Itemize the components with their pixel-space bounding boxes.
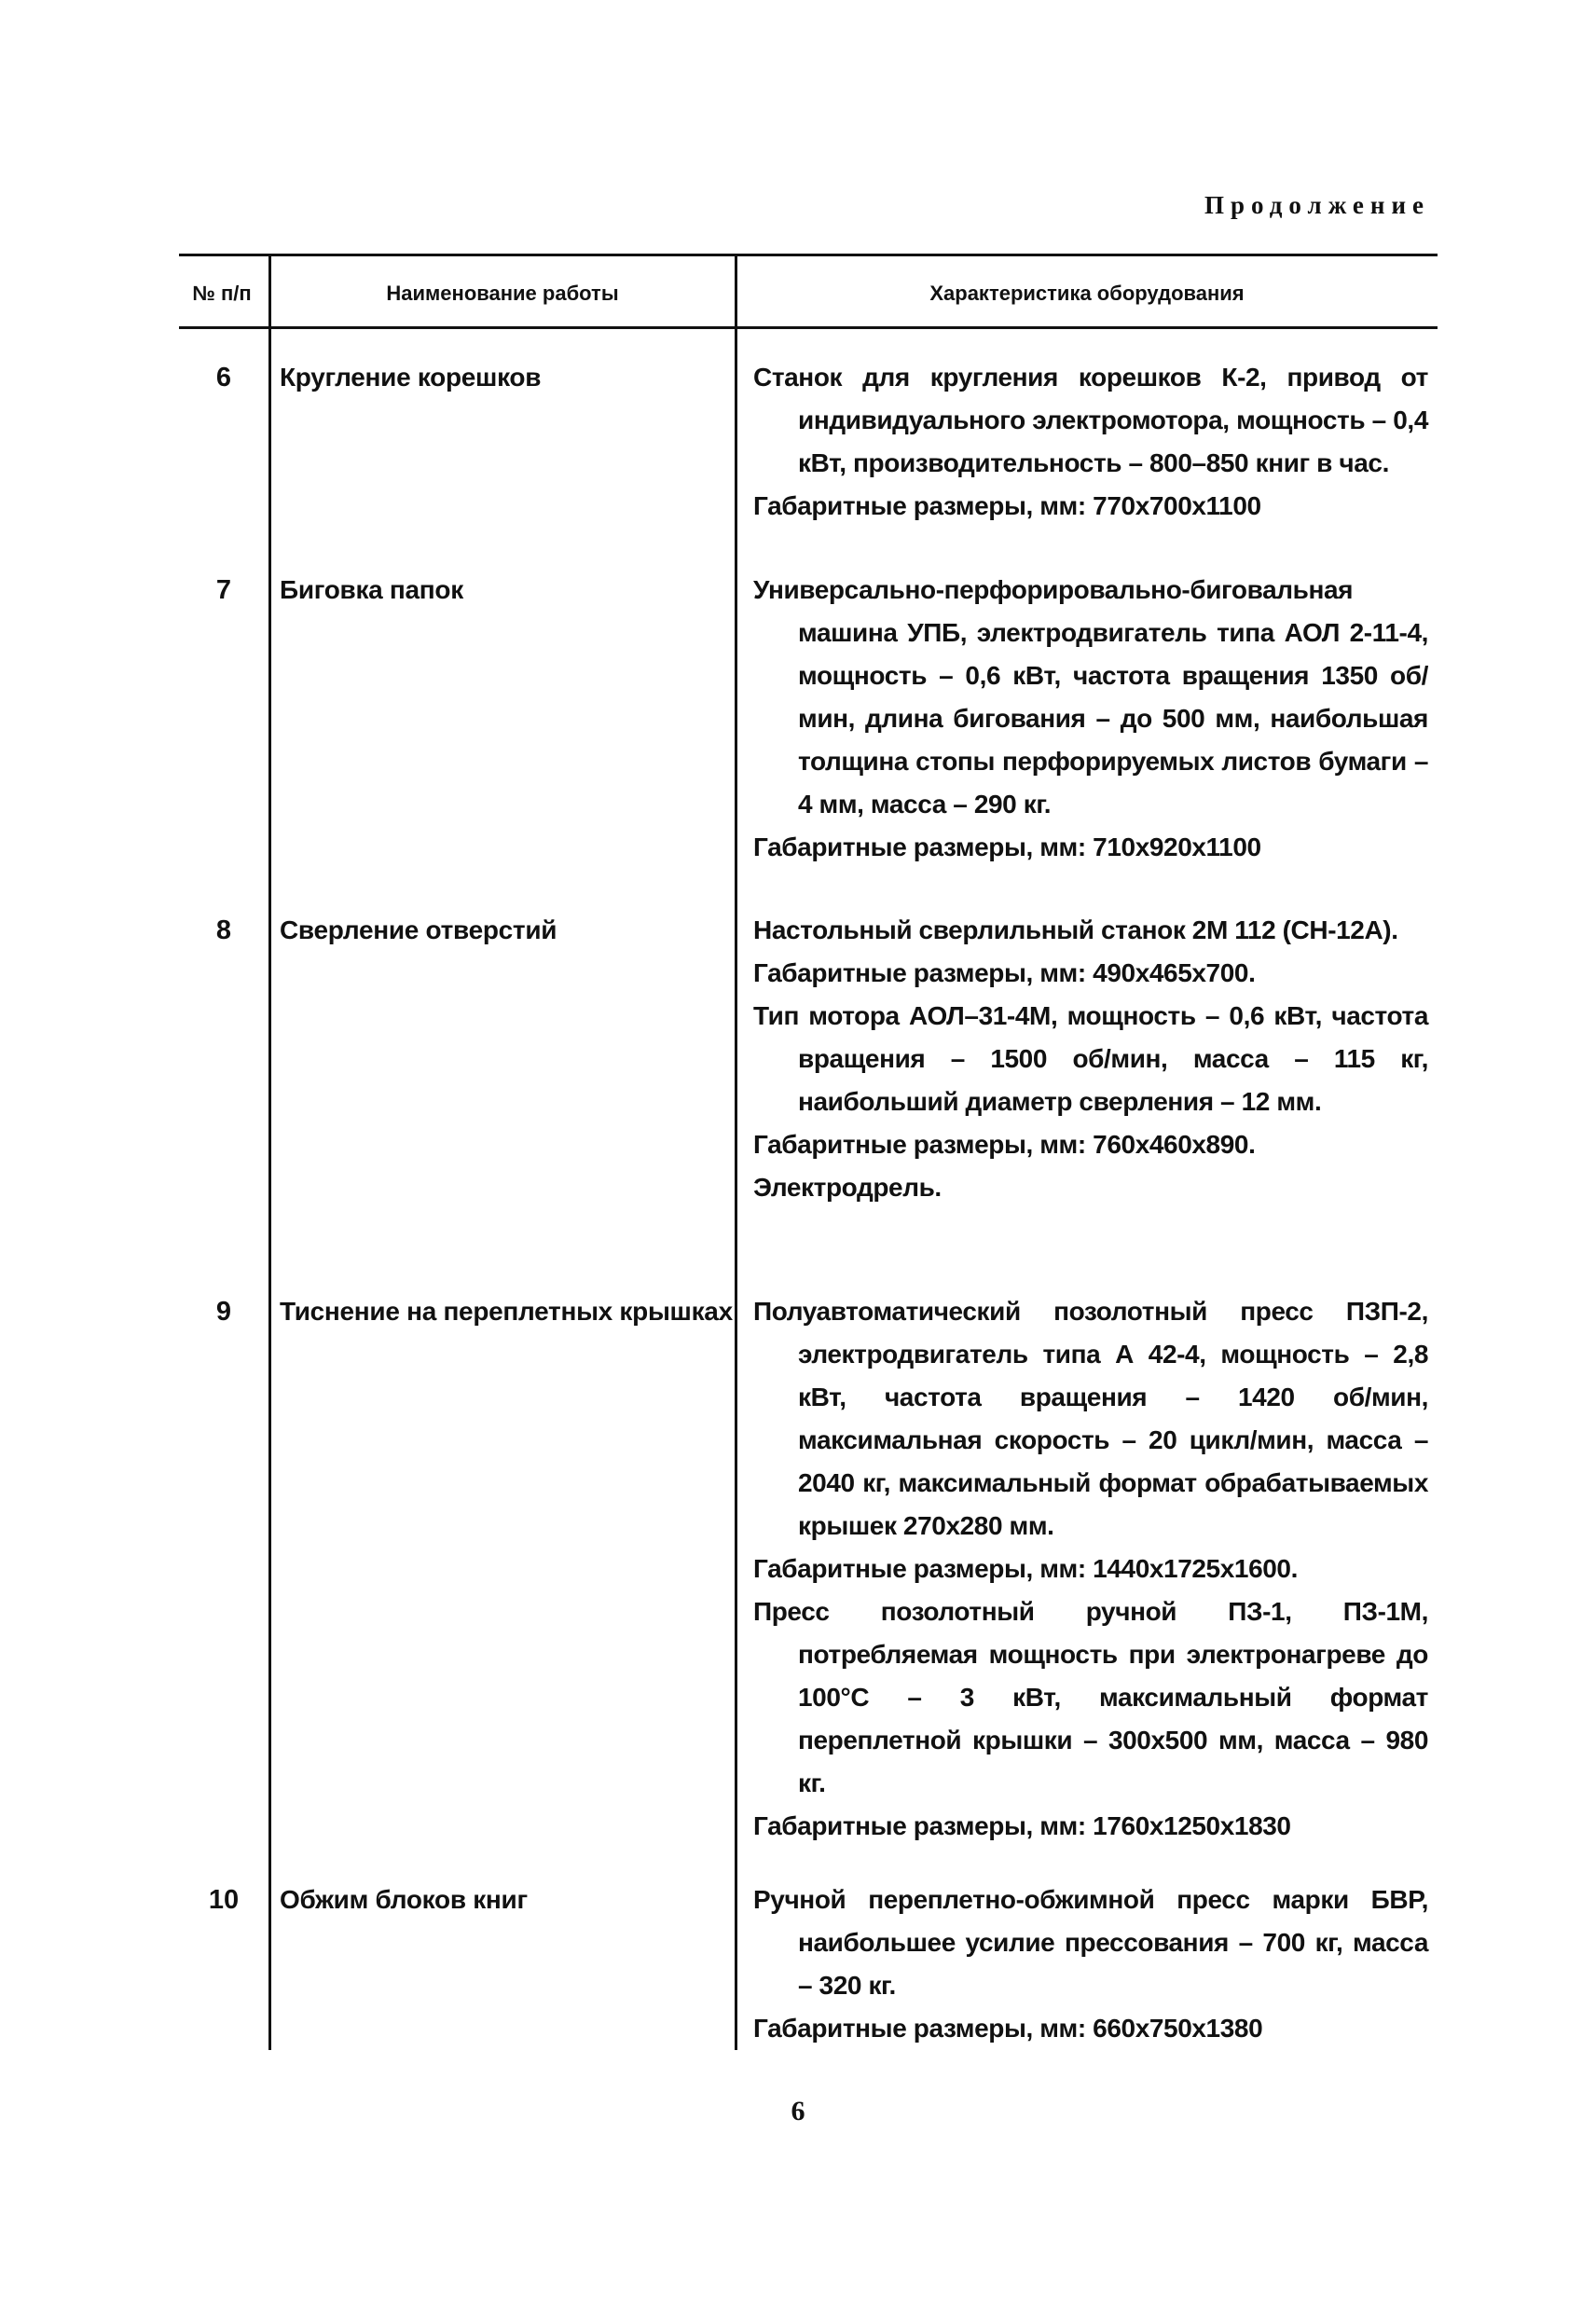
desc-paragraph: Полуавтоматический позолотный пресс ПЗП-2, электродвигатель типа А 42-4, мощность – 2,8 кВт, частота вращения – 1420 об/мин, максимальная скорость – 20 цикл/мин, масса – 2040 кг, максимальный формат обрабатываемых крышек 270x280 мм. xyxy=(753,1297,1428,1540)
equipment-description xyxy=(753,356,1428,528)
page-number: 6 xyxy=(791,2096,805,2126)
desc-paragraph: Тип мотора АОЛ–31-4М, мощность – 0,6 кВт, частота вращения – 1500 об/мин, масса – 115 кг, наибольший диаметр сверления – 12 мм. xyxy=(753,1001,1428,1116)
desc-paragraph: Габаритные размеры, мм: 1440x1725x1600. xyxy=(753,1554,1298,1583)
equipment-description xyxy=(753,1878,1428,2050)
row-number: 10 xyxy=(208,1885,240,1915)
desc-paragraph: Габаритные размеры, мм: 760x460x890. xyxy=(753,1130,1256,1159)
column-divider xyxy=(735,255,737,2050)
work-name: Кругление корешков xyxy=(280,363,542,392)
equipment-description xyxy=(753,909,1428,1209)
desc-paragraph: Настольный сверлильный станок 2М 112 (СН-12А). xyxy=(753,915,1398,944)
desc-paragraph: Станок для кругления корешков К-2, привод от индивидуального электромотора, мощность – 0,4 кВт, производительность – 800–850 книг в час. xyxy=(753,363,1428,477)
column-divider xyxy=(268,255,271,2050)
row-number: 9 xyxy=(215,1297,232,1327)
desc-paragraph: Габаритные размеры, мм: 710x920x1100 xyxy=(753,833,1261,861)
desc-paragraph: Пресс позолотный ручной ПЗ-1, ПЗ-1М, потребляемая мощность при электронагреве до 100°С – 3 кВт, максимальный формат переплетной крышки – 300x500 мм, масса – 980 кг. xyxy=(753,1597,1428,1797)
desc-paragraph: Габаритные размеры, мм: 490x465x700. xyxy=(753,958,1256,987)
header-bottom-rule xyxy=(179,326,1438,329)
desc-paragraph: Габаритные размеры, мм: 770x700x1100 xyxy=(753,491,1261,520)
desc-paragraph: Габаритные размеры, мм: 660x750x1380 xyxy=(753,2014,1263,2043)
header-equipment: Характеристика оборудования xyxy=(929,282,1245,305)
table-top-rule xyxy=(179,254,1438,256)
desc-paragraph: Ручной переплетно-обжимной пресс марки БВР, наибольшее усилие прессования – 700 кг, масса – 320 кг. xyxy=(753,1885,1428,2000)
equipment-description xyxy=(753,1290,1428,1848)
desc-paragraph: Универсально-перфорировально-биговальная машина УПБ, электродвигатель типа АОЛ 2-11-4, мощность – 0,6 кВт, частота вращения 1350 об/мин, длина бигования – до 500 мм, наибольшая толщина стопы перфорируемых листов бумаги – 4 мм, масса – 290 кг. xyxy=(753,575,1428,819)
row-number: 6 xyxy=(215,363,232,392)
work-name: Тиснение на переплетных крышках xyxy=(280,1297,733,1326)
row-number: 7 xyxy=(215,575,232,605)
desc-paragraph: Габаритные размеры, мм: 1760x1250x1830 xyxy=(753,1811,1291,1840)
work-name: Сверление отверстий xyxy=(280,915,557,944)
work-name: Обжим блоков книг xyxy=(280,1885,528,1914)
header-work-name: Наименование работы xyxy=(386,282,619,305)
desc-paragraph: Электродрель. xyxy=(753,1173,942,1202)
continuation-label: Продолжение xyxy=(1204,191,1430,219)
header-number: № п/п xyxy=(192,282,252,305)
work-name: Биговка папок xyxy=(280,575,463,604)
row-number: 8 xyxy=(215,915,232,945)
equipment-description xyxy=(753,569,1428,869)
